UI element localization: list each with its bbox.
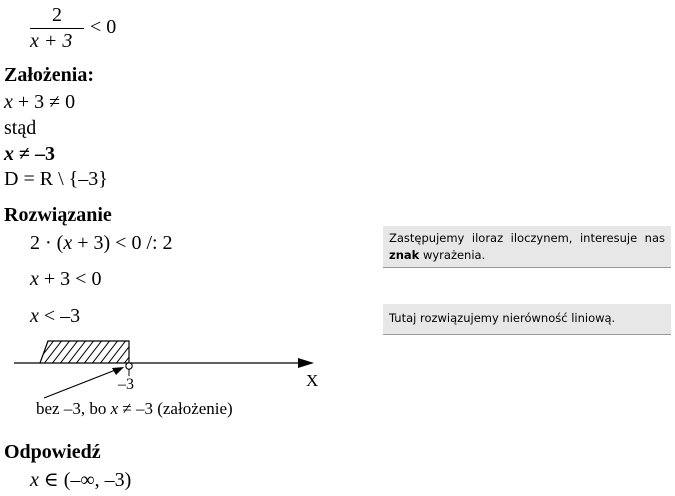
assumption-expr: + 3 ≠ 0 bbox=[12, 91, 76, 113]
axis-arrow-icon bbox=[298, 358, 314, 368]
answer-heading: Odpowiedź bbox=[4, 441, 101, 463]
note1-bold: znak bbox=[389, 248, 420, 262]
solution-heading: Rozwiązanie bbox=[4, 204, 112, 226]
fraction-denominator: x + 3 bbox=[30, 30, 73, 52]
pointer-arrowhead-icon bbox=[112, 367, 124, 375]
answer-interval: ∈ (–∞, –3) bbox=[38, 469, 132, 491]
note-box-2: Tutaj rozwiązujemy nierówność liniową. bbox=[383, 304, 671, 335]
step2-var: x bbox=[30, 268, 39, 290]
answer-expression bbox=[30, 469, 131, 491]
step1-part-b: + 3) < 0 /: 2 bbox=[72, 232, 173, 254]
step3-expr: < –3 bbox=[38, 305, 81, 327]
answer-var: x bbox=[30, 469, 39, 491]
number-line-caption bbox=[36, 399, 233, 419]
domain-line: D = R \ {–3} bbox=[4, 168, 108, 190]
pointer-arrow bbox=[44, 369, 118, 398]
axis-label: X bbox=[306, 371, 319, 390]
caption-part-b: ≠ –3 (założenie) bbox=[118, 399, 233, 418]
step1-part-a: 2 · ( bbox=[30, 232, 64, 254]
note1-text-b: wyrażenia. bbox=[419, 248, 486, 262]
note1-text-a: Zastępujemy iloraz iloczynem, interesuje nas bbox=[389, 231, 665, 245]
assumption-var-bold: x bbox=[4, 143, 14, 165]
step2-expr: + 3 < 0 bbox=[38, 268, 102, 290]
assumption-var: x bbox=[4, 91, 13, 113]
point-label: –3 bbox=[118, 376, 134, 393]
step1-var: x bbox=[63, 232, 73, 254]
fraction-numerator: 2 bbox=[52, 4, 62, 26]
assumptions-heading: Założenia: bbox=[4, 64, 94, 86]
solution-set-hatch bbox=[28, 330, 158, 374]
fraction-relation: < 0 bbox=[90, 16, 117, 38]
step3-var: x bbox=[30, 305, 39, 327]
open-point-marker bbox=[126, 363, 132, 369]
caption-part-a: bez –3, bo bbox=[36, 399, 111, 418]
assumption-line-2: stąd bbox=[4, 117, 37, 139]
assumption-expr-bold: ≠ –3 bbox=[14, 143, 55, 165]
caption-var: x bbox=[110, 399, 119, 418]
